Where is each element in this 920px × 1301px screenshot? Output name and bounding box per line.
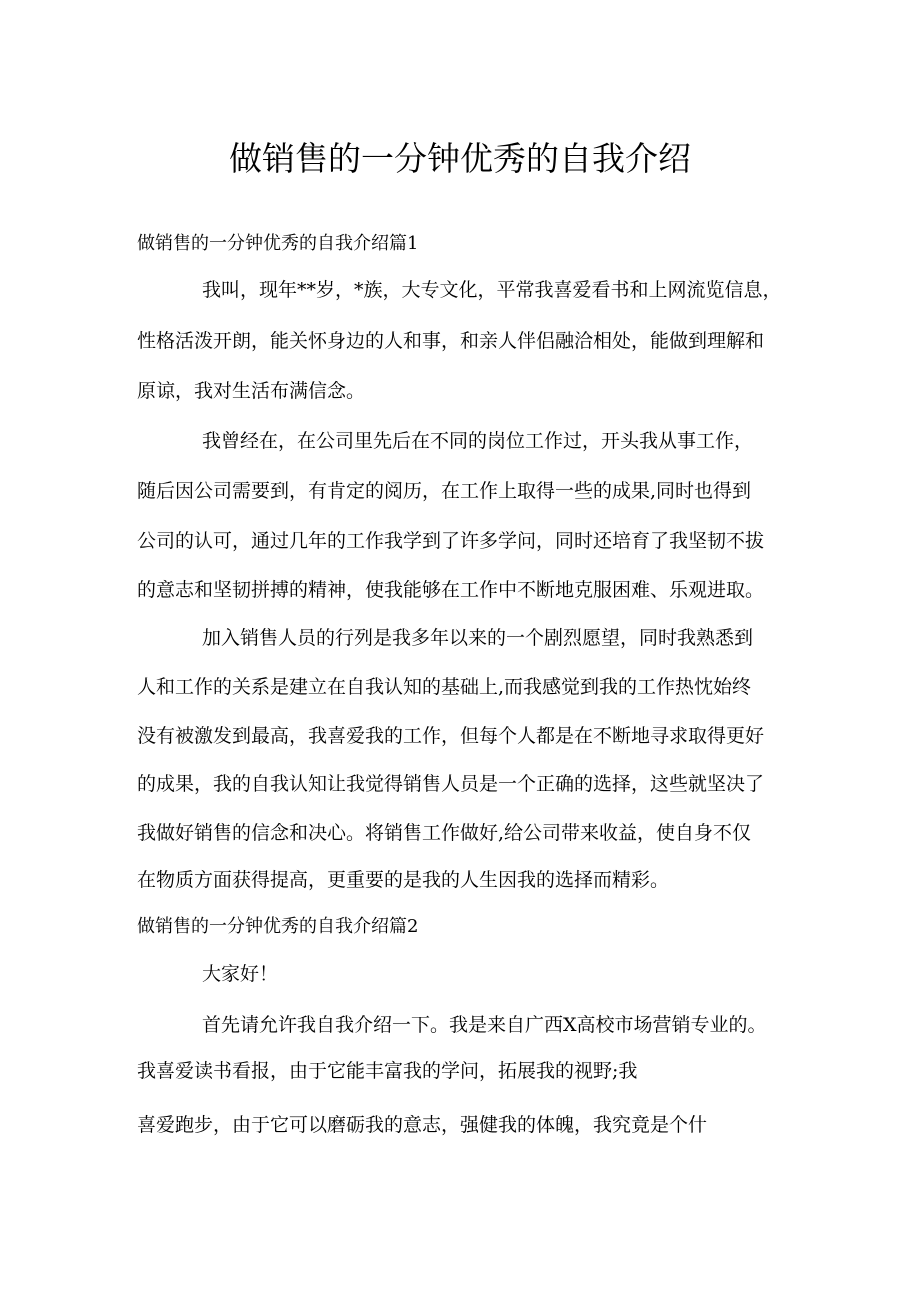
paragraph-line: 我叫，现年**岁，*族，大专文化，平常我喜爱看书和上网流览信息，	[202, 279, 782, 301]
paragraph-line: 我做好销售的信念和决心。将销售工作做好,给公司带来收益，使自身不仅	[137, 822, 752, 844]
paragraph-line: 没有被激发到最高，我喜爱我的工作，但每个人都是在不断地寻求取得更好	[137, 725, 765, 747]
paragraph-line: 在物质方面获得提高，更重要的是我的人生因我的选择而精彩。	[137, 869, 670, 891]
section-heading-2: 做销售的一分钟优秀的自我介绍篇2	[137, 916, 419, 937]
paragraph-line: 的意志和坚韧拼搏的精神，使我能够在工作中不断地克服困难、乐观进取。	[137, 579, 765, 601]
paragraph-line: 性格活泼开朗，能关怀身边的人和事，和亲人伴侣融洽相处，能做到理解和	[137, 330, 765, 352]
document-title: 做销售的一分钟优秀的自我介绍	[229, 139, 691, 178]
paragraph-line: 我曾经在，在公司里先后在不同的岗位工作过，开头我从事工作，	[202, 430, 754, 452]
paragraph-line: 原谅，我对生活布满信念。	[137, 380, 366, 402]
paragraph-line: 加入销售人员的行列是我多年以来的一个剧烈愿望，同时我熟悉到	[202, 627, 754, 649]
paragraph-line: 大家好！	[202, 963, 279, 985]
section-heading-1: 做销售的一分钟优秀的自我介绍篇1	[137, 233, 419, 254]
paragraph-line: 公司的认可，通过几年的工作我学到了许多学问，同时还培育了我坚韧不拔	[137, 530, 765, 552]
paragraph-line: 随后因公司需要到，有肯定的阅历，在工作上取得一些的成果,同时也得到	[137, 480, 752, 502]
paragraph-line: 首先请允许我自我介绍一下。我是来自广西X高校市场营销专业的。	[202, 1014, 767, 1036]
paragraph-line: 喜爱跑步，由于它可以磨砺我的意志，强健我的体魄，我究竟是个什	[137, 1114, 708, 1136]
paragraph-line: 我喜爱读书看报，由于它能丰富我的学问，拓展我的视野;我	[137, 1060, 638, 1082]
paragraph-line: 人和工作的关系是建立在自我认知的基础上,而我感觉到我的工作热忱始终	[137, 676, 752, 698]
paragraph-line: 的成果，我的自我认知让我觉得销售人员是一个正确的选择，这些就坚决了	[137, 773, 765, 795]
